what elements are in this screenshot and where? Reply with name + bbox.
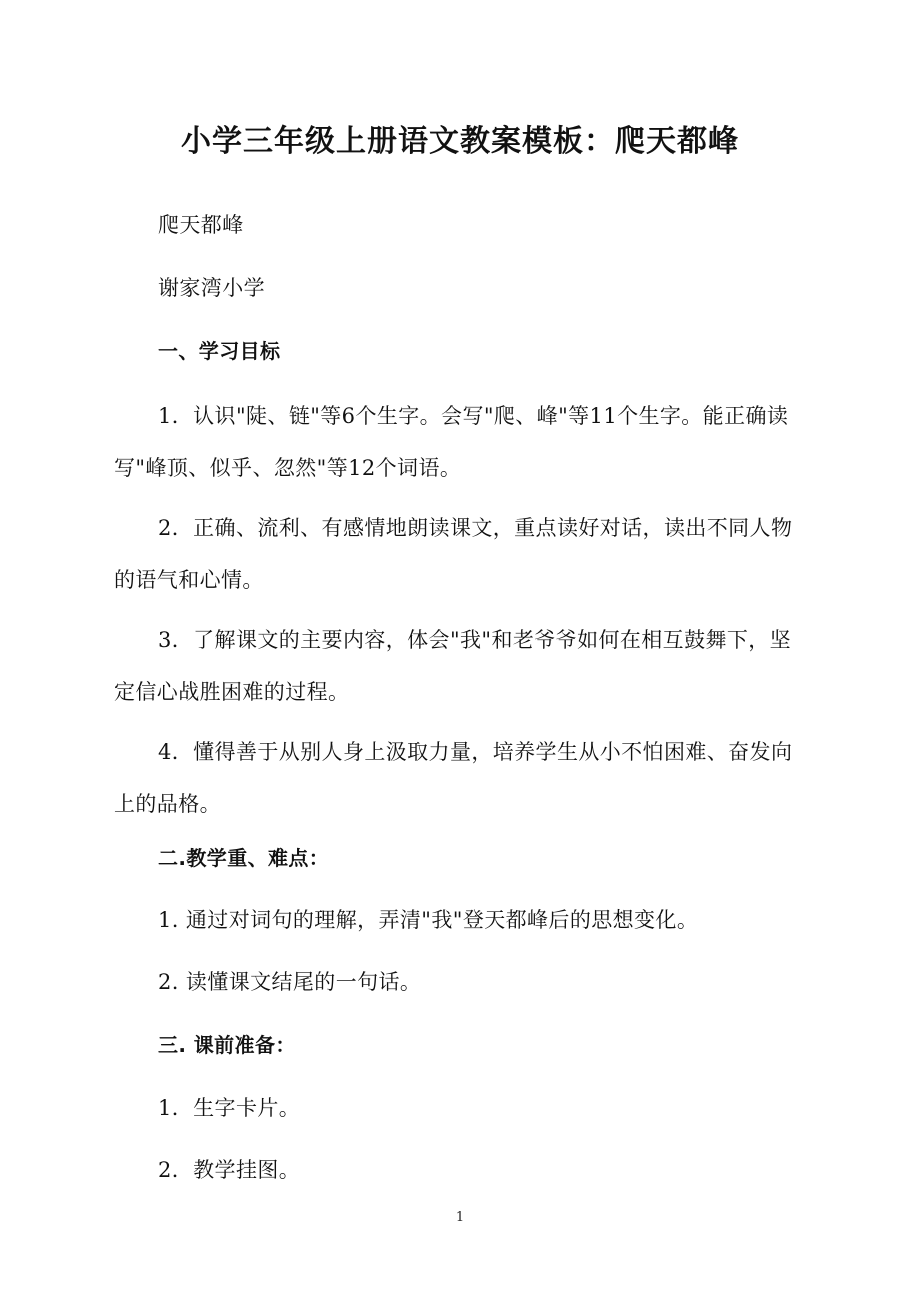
key-point-item-1: 1. 通过对词句的理解，弄清"我"登天都峰后的思想变化。 [158,908,699,932]
objective-item-4: 4．懂得善于从别人身上汲取力量，培养学生从小不怕困难、奋发向上的品格。 [114,740,793,816]
preparation-item-2: 2．教学挂图。 [158,1158,301,1182]
page-number: 1 [455,1210,465,1225]
section-heading-preparation: 三. 课前准备： [158,1033,296,1057]
objective-item-2: 2．正确、流利、有感情地朗读课文，重点读好对话，读出不同人物的语气和心情。 [114,516,793,592]
objective-item-3: 3．了解课文的主要内容，体会"我"和老爷爷如何在相互鼓舞下，坚定信心战胜困难的过程。 [114,628,792,704]
key-point-item-2: 2. 读懂课文结尾的一句话。 [158,970,422,994]
section-heading-objectives: 一、学习目标 [158,339,281,363]
section-heading-key-points: 二.教学重、难点： [158,846,330,870]
school-name: 谢家湾小学 [158,276,265,300]
preparation-item-1: 1．生字卡片。 [158,1096,301,1120]
objective-item-1: 1．认识"陡、链"等6个生字。会写"爬、峰"等11个生字。能正确读写"峰顶、似乎、忽然"等12个词语。 [114,404,789,480]
lesson-name: 爬天都峰 [158,213,244,237]
document-title: 小学三年级上册语文教案模板：爬天都峰 [181,124,739,159]
